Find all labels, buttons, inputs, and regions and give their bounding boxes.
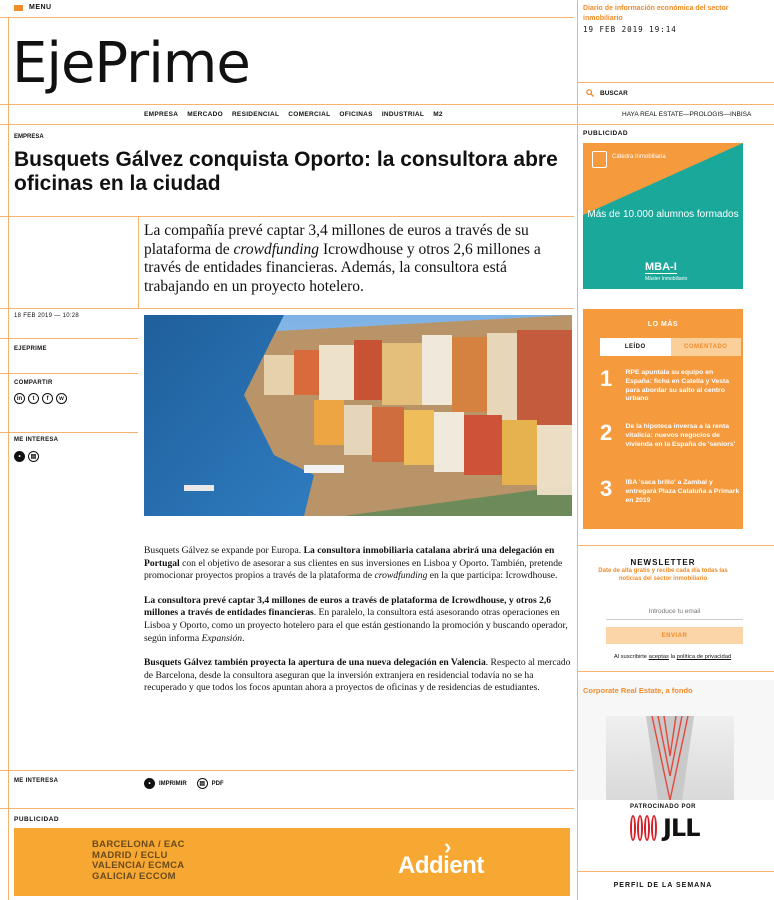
- ad-catedra: Cátedra Inmobiliaria: [612, 154, 666, 160]
- newsletter-legal: Al suscribirte aceptas la política de privacidad: [613, 654, 732, 660]
- divider: [0, 373, 138, 374]
- search-icon: [586, 89, 594, 97]
- article-lead: La compañía prevé captar 3,4 millones de euros a través de su plataforma de crowdfunding Icrowdhouse y otros 2,6 millones a través de entidades financieras. Además, la consultora está trabajando en un proyecto hotelero.: [144, 222, 541, 295]
- most-read-tabs: [600, 338, 741, 356]
- share-buttons: [14, 393, 67, 404]
- search-label: BUSCAR: [600, 89, 628, 97]
- menu-button[interactable]: [14, 4, 52, 11]
- divider: [138, 216, 139, 308]
- site-tagline: Diario de información económica del sector inmobiliario: [583, 5, 729, 22]
- trending-topics[interactable]: HAYA REAL ESTATE—PROLOGIS—INBISA: [622, 111, 752, 118]
- divider: [578, 545, 774, 546]
- tab-leido[interactable]: LEÍDO: [600, 338, 671, 356]
- divider: [0, 17, 574, 18]
- footer-interest-label: ME INTERESA: [14, 778, 59, 784]
- divider: [0, 432, 138, 433]
- tab-comentado[interactable]: COMENTADO: [671, 338, 742, 356]
- sponsored-label: PATROCINADO POR: [630, 804, 696, 810]
- main-nav: [144, 111, 443, 118]
- article-photo: [144, 315, 572, 516]
- linkedin-icon[interactable]: in: [14, 393, 25, 404]
- interest-label: ME INTERESA: [14, 437, 59, 443]
- bottom-ad-banner[interactable]: [14, 828, 570, 896]
- cre-title: Corporate Real Estate, a fondo: [583, 686, 693, 695]
- cre-building-image: [606, 716, 734, 800]
- ad-mba: MBA-I: [645, 261, 677, 273]
- divider: [0, 338, 138, 339]
- pdf-icon[interactable]: ▤: [28, 451, 39, 462]
- nav-item-industrial[interactable]: INDUSTRIAL: [381, 111, 425, 118]
- divider: [0, 104, 774, 105]
- jll-wordmark: JLL: [663, 814, 700, 842]
- share-label: COMPARTIR: [14, 380, 53, 386]
- divider: [8, 17, 9, 900]
- hamburger-icon: [14, 5, 23, 11]
- most-read-item[interactable]: 1 RPE apuntala su equipo en España: ficha en Catella y Vesta para abordar su salto al centro urbano: [600, 366, 730, 403]
- nav-item-residencial[interactable]: RESIDENCIAL: [231, 111, 280, 118]
- print-button[interactable]: • IMPRIMIR: [144, 778, 187, 789]
- ad-headline: Más de 10.000 alumnos formados: [587, 209, 739, 220]
- divider: [0, 770, 574, 771]
- twitter-icon[interactable]: t: [28, 393, 39, 404]
- nav-item-comercial[interactable]: COMERCIAL: [288, 111, 331, 118]
- divider: [578, 871, 774, 872]
- divider: [0, 308, 574, 309]
- chevron-right-icon: ›: [444, 834, 452, 859]
- article-headline: Busquets Gálvez conquista Oporto: la consultora abre oficinas en la ciudad: [14, 148, 558, 195]
- newsletter-title: NEWSLETTER: [630, 558, 696, 567]
- ad-cities: BARCELONA / EAC MADRID / ECLU VALENCIA/ ECMCA GALICIA/ ECCOM: [92, 839, 185, 882]
- privacy-policy-link[interactable]: política de privacidad: [676, 654, 732, 660]
- most-read-title: LO MÁS: [647, 321, 679, 328]
- jll-mark-icon: [630, 815, 657, 841]
- menu-label: MENU: [29, 4, 52, 11]
- most-read-widget: [583, 309, 743, 529]
- article-body: [144, 545, 574, 707]
- cre-widget[interactable]: [578, 680, 774, 800]
- nav-item-mercado[interactable]: MERCADO: [187, 111, 223, 118]
- catedra-logo-icon: [592, 151, 607, 168]
- ad-brand: Addient: [398, 852, 484, 879]
- divider: [578, 671, 774, 672]
- print-icon[interactable]: •: [14, 451, 25, 462]
- newsletter-subtitle: Date de alta gratis y recibe cada día todas las noticias del sector inmobiliario: [598, 568, 728, 582]
- most-read-item[interactable]: 3 IBA 'saca brillo' a Zambal y entregará Plaza Cataluña a Primark en 2019: [600, 476, 740, 504]
- nav-item-m2[interactable]: M2: [433, 111, 443, 118]
- article-paragraph: La consultora prevé captar 3,4 millones de euros a través de plataforma de Icrowdhouse, y otros 2,6 millones a través de entidades financieras. En paralelo, la consultora está asesorando otras operaciones en Lisboa y Oporto, como un proyecto hotelero para el que están gestionando la promoción y buscando operador, según informa Expansión.: [144, 594, 568, 644]
- divider: [0, 808, 574, 809]
- pdf-icon: ▤: [197, 778, 208, 789]
- site-logo[interactable]: EjePrime: [12, 31, 250, 96]
- sidebar-ad-label: PUBLICIDAD: [583, 130, 629, 137]
- pdf-button[interactable]: ▤ PDF: [197, 778, 224, 789]
- sidebar-ad-banner[interactable]: [583, 143, 743, 289]
- article-paragraph: Busquets Gálvez también proyecta la apertura de una nueva delegación en Valencia. Respecto al mercado de Barcelona, desde la consultora aseguran que la inversión extranjera en residencial todavía no se ha recuperado y que todos los focos apuntan ahora a proyectos de oficinas y de residencias de estudiantes.: [144, 657, 571, 694]
- nav-item-oficinas[interactable]: OFICINAS: [339, 111, 373, 118]
- current-datetime: 19 FEB 2019 19:14: [583, 25, 677, 34]
- article-tools: [144, 778, 224, 789]
- newsletter-email-field[interactable]: [606, 604, 743, 620]
- divider: [0, 124, 774, 125]
- interest-buttons: [14, 451, 39, 462]
- accept-link[interactable]: aceptas: [648, 654, 669, 660]
- search-button[interactable]: [586, 89, 628, 97]
- facebook-icon[interactable]: f: [42, 393, 53, 404]
- nav-item-empresa[interactable]: EMPRESA: [144, 111, 179, 118]
- jll-logo[interactable]: [630, 814, 700, 842]
- most-read-item[interactable]: 2 De la hipoteca inversa a la renta vitalicia: nuevos negocios de vivienda en la España de 'seniors': [600, 420, 736, 448]
- print-icon: •: [144, 778, 155, 789]
- article-section[interactable]: EMPRESA: [14, 134, 44, 140]
- article-author[interactable]: EJEPRIME: [14, 346, 47, 352]
- divider: [0, 216, 574, 217]
- whatsapp-icon[interactable]: w: [56, 393, 67, 404]
- article-date: 18 FEB 2019 — 10:28: [14, 313, 80, 319]
- ad-mba-sub: Máster Inmobiliario: [645, 276, 688, 282]
- newsletter-submit-button[interactable]: ENVIAR: [606, 627, 743, 644]
- perfil-semana-title: PERFIL DE LA SEMANA: [613, 882, 713, 889]
- article-paragraph: Busquets Gálvez se expande por Europa. La consultora inmobiliaria catalana abrirá una delegación en Portugal con el objetivo de asesorar a sus clientes en sus inversiones en Lisboa y Oporto. También, pretende promocionar proyectos propios a través de la plataforma de crowdfunding en la que participa: Icrowdhouse.: [144, 545, 563, 582]
- divider: [578, 82, 774, 83]
- bottom-ad-label: PUBLICIDAD: [14, 816, 60, 823]
